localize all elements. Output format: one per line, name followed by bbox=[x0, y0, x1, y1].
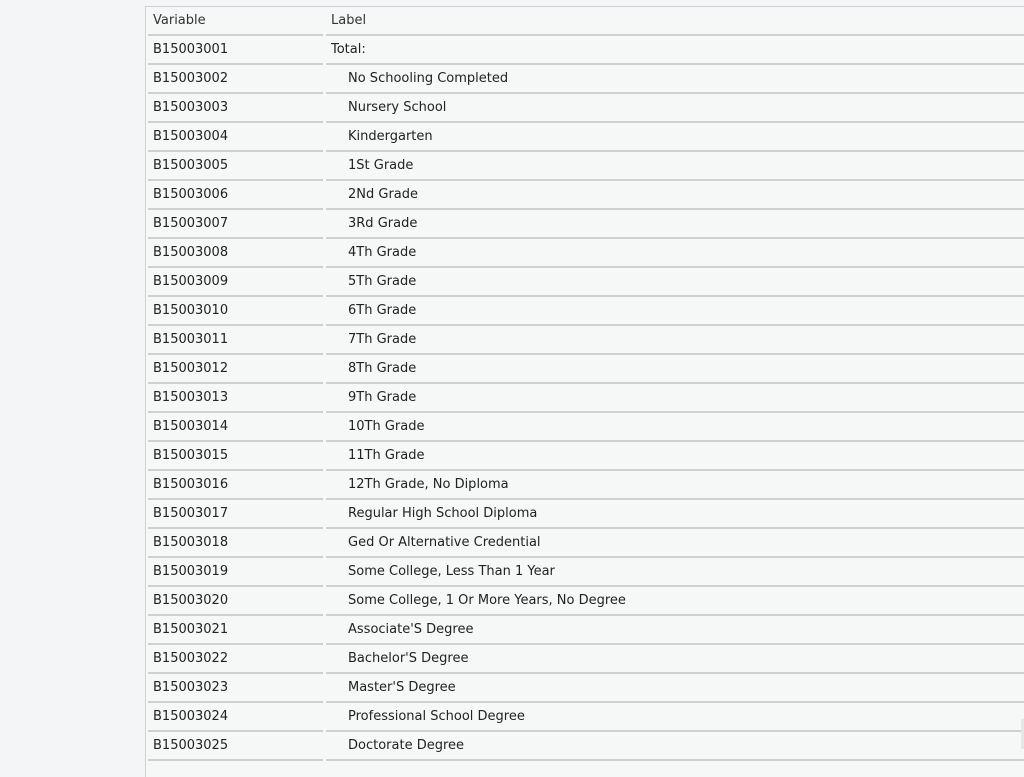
variable-cell: B15003017 bbox=[148, 500, 323, 529]
table-row bbox=[148, 674, 1024, 703]
table-row bbox=[148, 732, 1024, 761]
variables-table-container[interactable] bbox=[145, 6, 1024, 777]
label-cell: 6Th Grade bbox=[326, 297, 1024, 326]
variable-cell: B15003012 bbox=[148, 355, 323, 384]
table-row bbox=[148, 65, 1024, 94]
label-cell: 1St Grade bbox=[326, 152, 1024, 181]
variable-cell: B15003020 bbox=[148, 587, 323, 616]
label-cell: Ged Or Alternative Credential bbox=[326, 529, 1024, 558]
label-cell: Kindergarten bbox=[326, 123, 1024, 152]
label-cell: 12Th Grade, No Diploma bbox=[326, 471, 1024, 500]
label-cell: 8Th Grade bbox=[326, 355, 1024, 384]
table-row bbox=[148, 413, 1024, 442]
variable-cell: B15003002 bbox=[148, 65, 323, 94]
variable-cell: B15003001 bbox=[148, 36, 323, 65]
label-cell: Master'S Degree bbox=[326, 674, 1024, 703]
variables-table bbox=[145, 7, 1024, 761]
label-cell: 5Th Grade bbox=[326, 268, 1024, 297]
table-row bbox=[148, 152, 1024, 181]
variable-cell: B15003025 bbox=[148, 732, 323, 761]
variable-cell: B15003004 bbox=[148, 123, 323, 152]
variable-cell: B15003022 bbox=[148, 645, 323, 674]
table-header bbox=[148, 7, 1024, 36]
table-row bbox=[148, 529, 1024, 558]
variable-cell: B15003021 bbox=[148, 616, 323, 645]
table-row bbox=[148, 268, 1024, 297]
label-cell: 4Th Grade bbox=[326, 239, 1024, 268]
label-cell: Professional School Degree bbox=[326, 703, 1024, 732]
table-row bbox=[148, 645, 1024, 674]
table-row bbox=[148, 239, 1024, 268]
label-cell: Nursery School bbox=[326, 94, 1024, 123]
label-cell: No Schooling Completed bbox=[326, 65, 1024, 94]
table-row bbox=[148, 326, 1024, 355]
variable-cell: B15003014 bbox=[148, 413, 323, 442]
table-row bbox=[148, 123, 1024, 152]
table-row bbox=[148, 442, 1024, 471]
label-cell: Regular High School Diploma bbox=[326, 500, 1024, 529]
variable-cell: B15003023 bbox=[148, 674, 323, 703]
table-row bbox=[148, 94, 1024, 123]
table-row bbox=[148, 500, 1024, 529]
variable-cell: B15003013 bbox=[148, 384, 323, 413]
table-row bbox=[148, 558, 1024, 587]
label-cell: Bachelor'S Degree bbox=[326, 645, 1024, 674]
variable-cell: B15003008 bbox=[148, 239, 323, 268]
label-cell: Doctorate Degree bbox=[326, 732, 1024, 761]
header-row bbox=[148, 7, 1024, 36]
table-row bbox=[148, 703, 1024, 732]
label-cell: 9Th Grade bbox=[326, 384, 1024, 413]
variable-cell: B15003005 bbox=[148, 152, 323, 181]
label-cell: 3Rd Grade bbox=[326, 210, 1024, 239]
table-row bbox=[148, 384, 1024, 413]
label-cell: 10Th Grade bbox=[326, 413, 1024, 442]
label-cell: 7Th Grade bbox=[326, 326, 1024, 355]
table-row bbox=[148, 471, 1024, 500]
table-row bbox=[148, 181, 1024, 210]
label-cell: Some College, Less Than 1 Year bbox=[326, 558, 1024, 587]
variable-cell: B15003011 bbox=[148, 326, 323, 355]
label-cell: Associate'S Degree bbox=[326, 616, 1024, 645]
label-cell: 2Nd Grade bbox=[326, 181, 1024, 210]
variable-cell: B15003019 bbox=[148, 558, 323, 587]
variable-cell: B15003015 bbox=[148, 442, 323, 471]
label-cell: 11Th Grade bbox=[326, 442, 1024, 471]
variable-cell: B15003010 bbox=[148, 297, 323, 326]
label-cell: Some College, 1 Or More Years, No Degree bbox=[326, 587, 1024, 616]
table-row bbox=[148, 210, 1024, 239]
variable-cell: B15003006 bbox=[148, 181, 323, 210]
table-row bbox=[148, 355, 1024, 384]
table-body bbox=[148, 36, 1024, 761]
column-header-label: Label bbox=[326, 7, 1024, 36]
label-cell: Total: bbox=[326, 36, 1024, 65]
table-row bbox=[148, 616, 1024, 645]
variable-cell: B15003009 bbox=[148, 268, 323, 297]
variable-cell: B15003003 bbox=[148, 94, 323, 123]
variable-cell: B15003024 bbox=[148, 703, 323, 732]
variable-cell: B15003016 bbox=[148, 471, 323, 500]
table-row bbox=[148, 587, 1024, 616]
variable-cell: B15003007 bbox=[148, 210, 323, 239]
variable-cell: B15003018 bbox=[148, 529, 323, 558]
column-header-variable: Variable bbox=[148, 7, 323, 36]
table-row bbox=[148, 297, 1024, 326]
table-row bbox=[148, 36, 1024, 65]
